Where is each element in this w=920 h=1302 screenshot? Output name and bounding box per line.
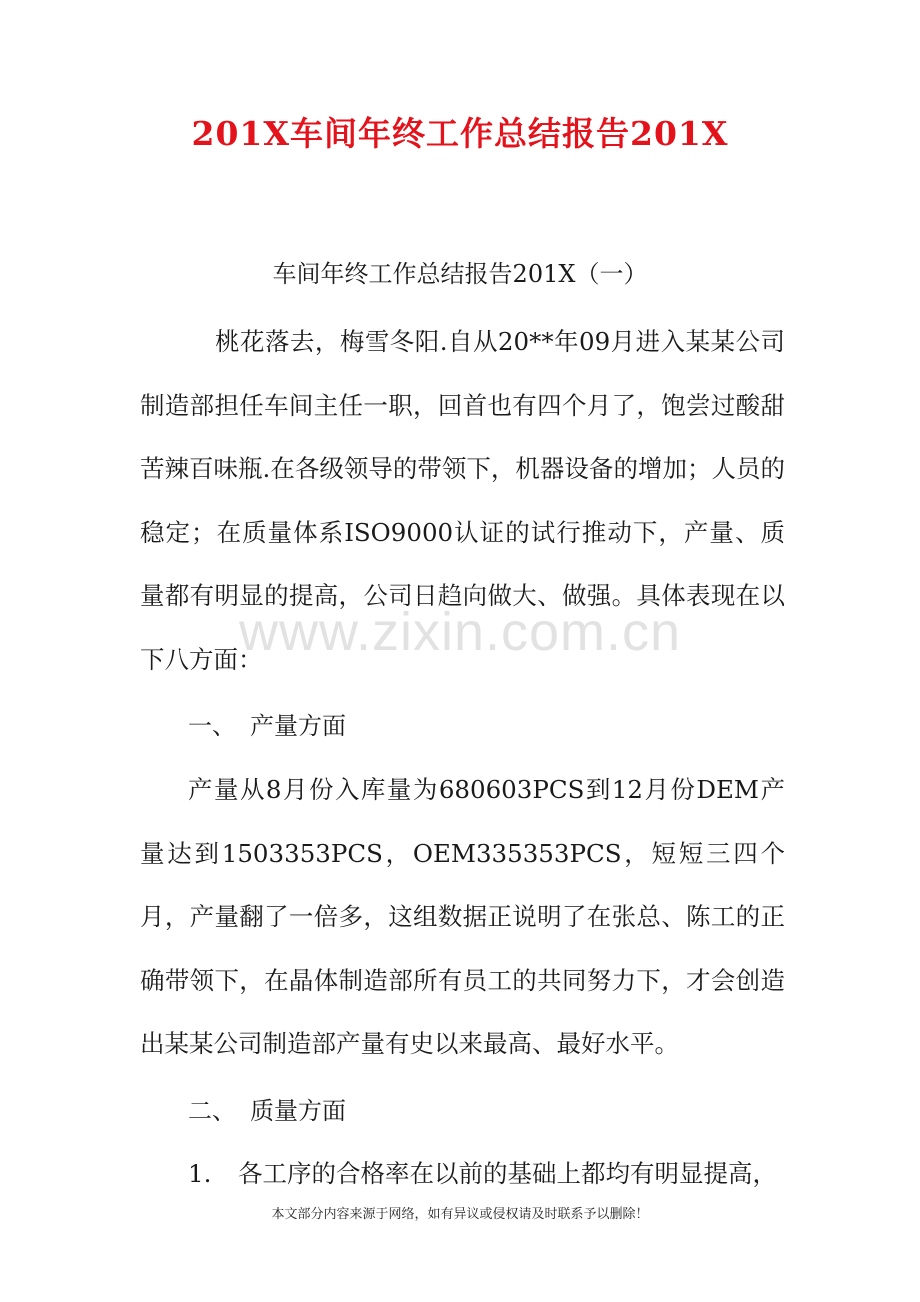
list-item	[188, 1142, 788, 1205]
page-title: 201X车间年终工作总结报告201X	[191, 114, 729, 153]
section-heading-quality	[188, 1080, 346, 1143]
section-subtitle: 车间年终工作总结报告201X（一）	[272, 260, 648, 288]
list-item-text: 各工序的合格率在以前的基础上都均有明显提高，	[238, 1159, 777, 1188]
section-heading-output	[188, 695, 346, 758]
intro-paragraph: 桃花落去，梅雪冬阳.自从20**年09月进入某某公司制造部担任车间主任一职，回首也有四个月了，饱尝过酸甜苦辣百味瓶.在各级领导的带领下，机器设备的增加；人员的稳定；在质量体系ISO9000认证的试行推动下，产量、质量都有明显的提高，公司日趋向做大、做强。具体表现在以下八方面：	[140, 327, 785, 674]
list-item-number: 1.	[188, 1159, 212, 1188]
section-number: 二、	[188, 1097, 236, 1125]
output-paragraph: 产量从8月份入库量为680603PCS到12月份DEM产量达到1503353PCS，OEM335353PCS，短短三四个月，产量翻了一倍多，这组数据正说明了在张总、陈工的正确带领下，在晶体制造部所有员工的共同努力下，才会创造出某某公司制造部产量有史以来最高、最好水平。	[140, 775, 785, 1058]
watermark: www.zixin.com.cn	[238, 602, 682, 662]
section-label: 产量方面	[250, 712, 346, 740]
footer-disclaimer: 本文部分内容来源于网络，如有异议或侵权请及时联系予以删除！	[271, 1207, 649, 1222]
section-number: 一、	[188, 712, 236, 740]
section-label: 质量方面	[250, 1097, 346, 1125]
